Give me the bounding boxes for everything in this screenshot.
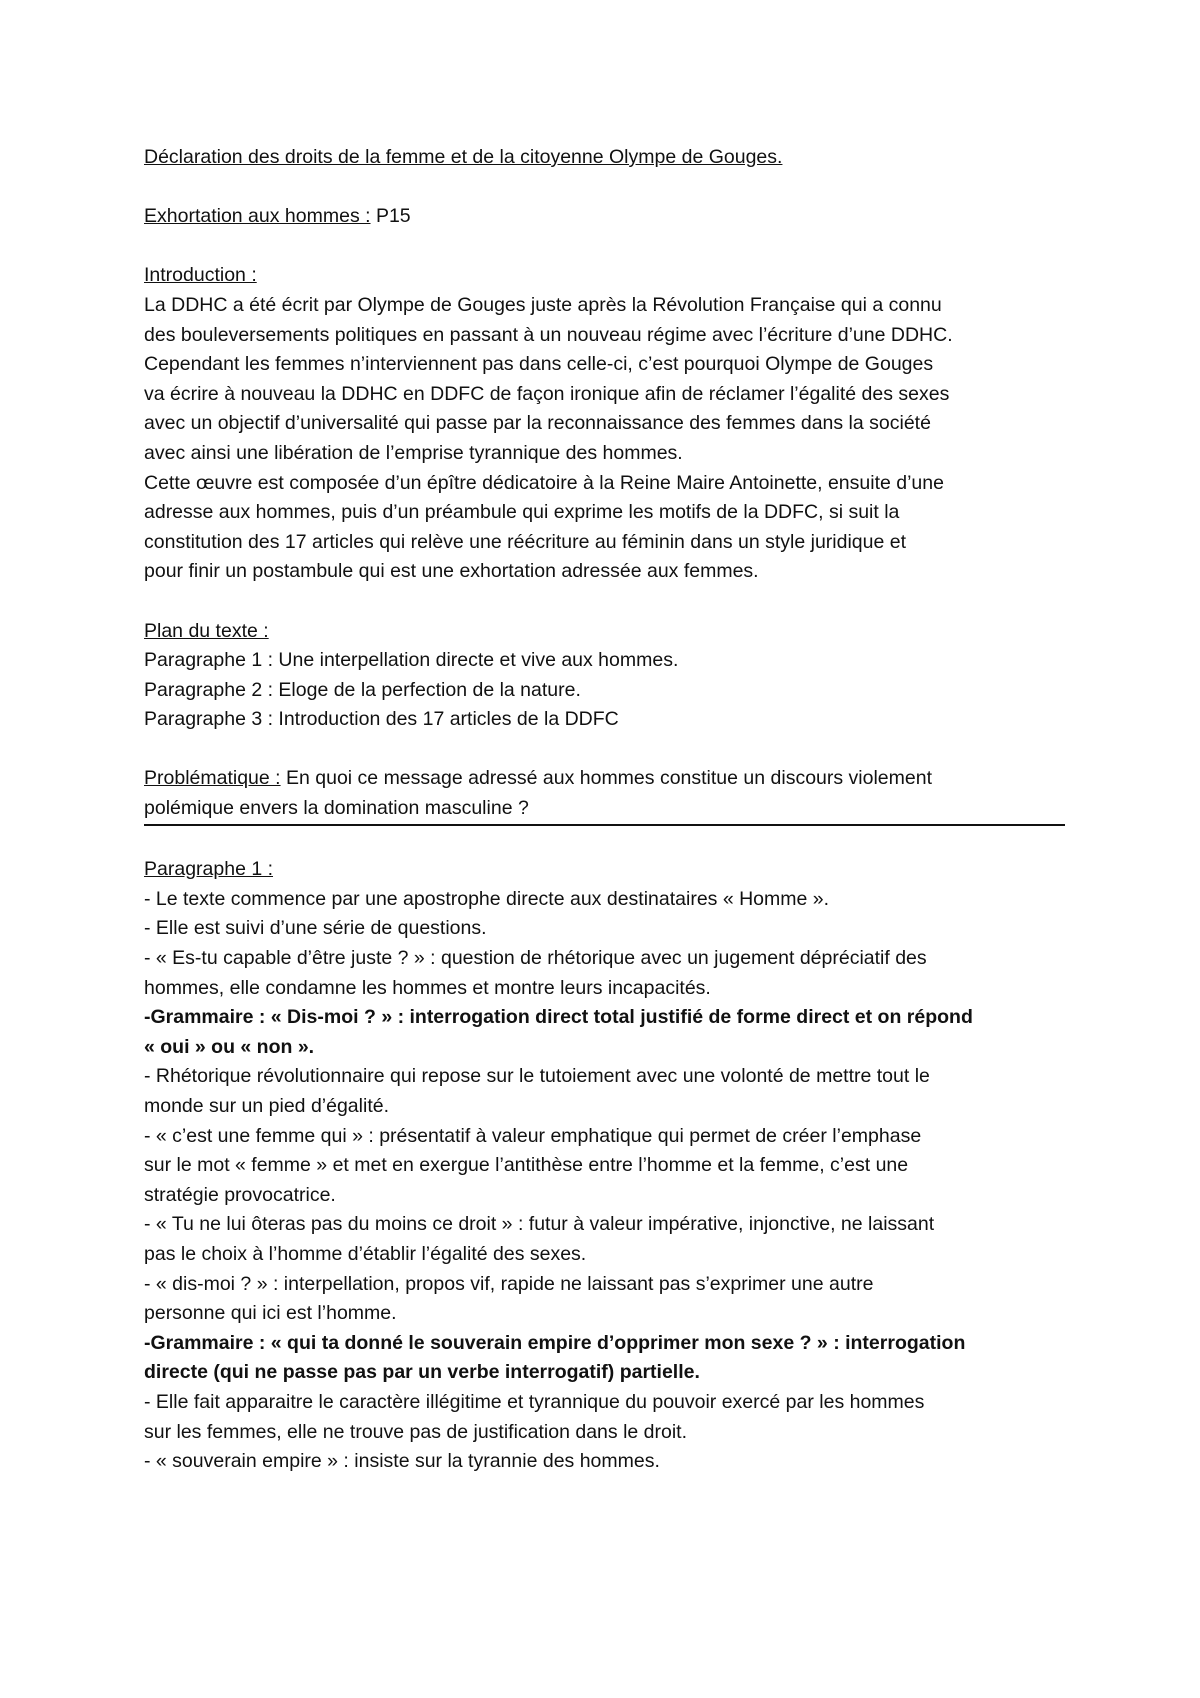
analysis-line: - « c’est une femme qui » : présentatif à valeur emphatique qui permet de créer l’emphase	[144, 1124, 922, 1147]
document-page	[144, 143, 1064, 1477]
analysis-line: pas le choix à l’homme d’établir l’égalité des sexes.	[144, 1242, 587, 1265]
analysis-line: sur les femmes, elle ne trouve pas de justification dans le droit.	[144, 1420, 688, 1443]
spacer	[144, 232, 1064, 262]
analysis-line: - Elle fait apparaitre le caractère illégitime et tyrannique du pouvoir exercé par les hommes	[144, 1390, 925, 1413]
problematique-text: En quoi ce message adressé aux hommes constitue un discours violement	[280, 767, 932, 790]
introduction-line: Cette œuvre est composée d’un épître dédicatoire à la Reine Maire Antoinette, ensuite d’une	[144, 471, 944, 494]
analysis-line: - Rhétorique révolutionnaire qui repose sur le tutoiement avec une volonté de mettre tout le	[144, 1065, 930, 1088]
analysis-line: hommes, elle condamne les hommes et montre leurs incapacités.	[144, 976, 711, 999]
analysis-line: - « Es-tu capable d’être juste ? » : question de rhétorique avec un jugement dépréciatif des	[144, 947, 927, 970]
plan-item: Paragraphe 3 : Introduction des 17 articles de la DDFC	[144, 708, 619, 731]
exhortation-label: Exhortation aux hommes :	[144, 205, 371, 228]
analysis-line: sur le mot « femme » et met en exergue l’antithèse entre l’homme et la femme, c’est une	[144, 1154, 909, 1177]
spacer	[144, 587, 1064, 617]
paragraphe1-heading: Paragraphe 1 :	[144, 858, 274, 881]
introduction-line: avec un objectif d’universalité qui passe par la reconnaissance des femmes dans la société	[144, 412, 931, 435]
grammar-note-line: directe (qui ne passe pas par un verbe interrogatif) partielle.	[144, 1361, 700, 1384]
grammar-note-line: -Grammaire : « qui ta donné le souverain empire d’opprimer mon sexe ? » : interrogation	[144, 1331, 966, 1354]
problematique-label: Problématique :	[144, 767, 281, 790]
grammar-note-line: « oui » ou « non ».	[144, 1035, 315, 1058]
plan-heading: Plan du texte :	[144, 619, 269, 642]
plan-item: Paragraphe 2 : Eloge de la perfection de la nature.	[144, 678, 581, 701]
introduction-body	[144, 291, 1064, 587]
problematique-line-2: polémique envers la domination masculine ?	[144, 797, 529, 820]
analysis-line: stratégie provocatrice.	[144, 1183, 336, 1206]
introduction-line: des bouleversements politiques en passant à un nouveau régime avec l’écriture d’une DDHC.	[144, 323, 953, 346]
analysis-line: - « souverain empire » : insiste sur la tyrannie des hommes.	[144, 1450, 660, 1473]
plan-item: Paragraphe 1 : Une interpellation directe et vive aux hommes.	[144, 649, 679, 672]
document-title: Déclaration des droits de la femme et de la citoyenne Olympe de Gouges.	[144, 146, 783, 168]
introduction-line: La DDHC a été écrit par Olympe de Gouges juste après la Révolution Française qui a connu	[144, 293, 942, 316]
spacer	[144, 826, 1064, 856]
analysis-line: - « dis-moi ? » : interpellation, propos vif, rapide ne laissant pas s’exprimer une autre	[144, 1272, 874, 1295]
analysis-line: - Le texte commence par une apostrophe directe aux destinataires « Homme ».	[144, 887, 830, 910]
introduction-line: adresse aux hommes, puis d’un préambule qui exprime les motifs de la DDFC, si suit la	[144, 501, 900, 524]
grammar-note-line: -Grammaire : « Dis-moi ? » : interrogation direct total justifié de forme direct et on répond	[144, 1006, 973, 1029]
introduction-line: Cependant les femmes n’interviennent pas dans celle-ci, c’est pourquoi Olympe de Gouges	[144, 353, 934, 376]
introduction-heading: Introduction :	[144, 264, 257, 287]
introduction-line: pour finir un postambule qui est une exhortation adressée aux femmes.	[144, 560, 759, 583]
introduction-line: va écrire à nouveau la DDHC en DDFC de façon ironique afin de réclamer l’égalité des sexes	[144, 382, 950, 405]
spacer	[144, 173, 1064, 203]
problematique-line	[144, 764, 1064, 794]
analysis-line: personne qui ici est l’homme.	[144, 1302, 397, 1325]
analysis-line: monde sur un pied d’égalité.	[144, 1095, 389, 1117]
paragraphe1-body	[144, 885, 1064, 1477]
spacer	[144, 735, 1064, 765]
analysis-line: - Elle est suivi d’une série de questions.	[144, 917, 487, 940]
plan-list	[144, 646, 1064, 735]
introduction-line: constitution des 17 articles qui relève une réécriture au féminin dans un style juridique et	[144, 530, 907, 553]
exhortation-value: P15	[370, 205, 411, 228]
introduction-line: avec ainsi une libération de l’emprise tyrannique des hommes.	[144, 441, 683, 464]
exhortation-line	[144, 202, 1064, 232]
analysis-line: - « Tu ne lui ôteras pas du moins ce droit » : futur à valeur impérative, injonctive, ne laissant	[144, 1213, 935, 1236]
